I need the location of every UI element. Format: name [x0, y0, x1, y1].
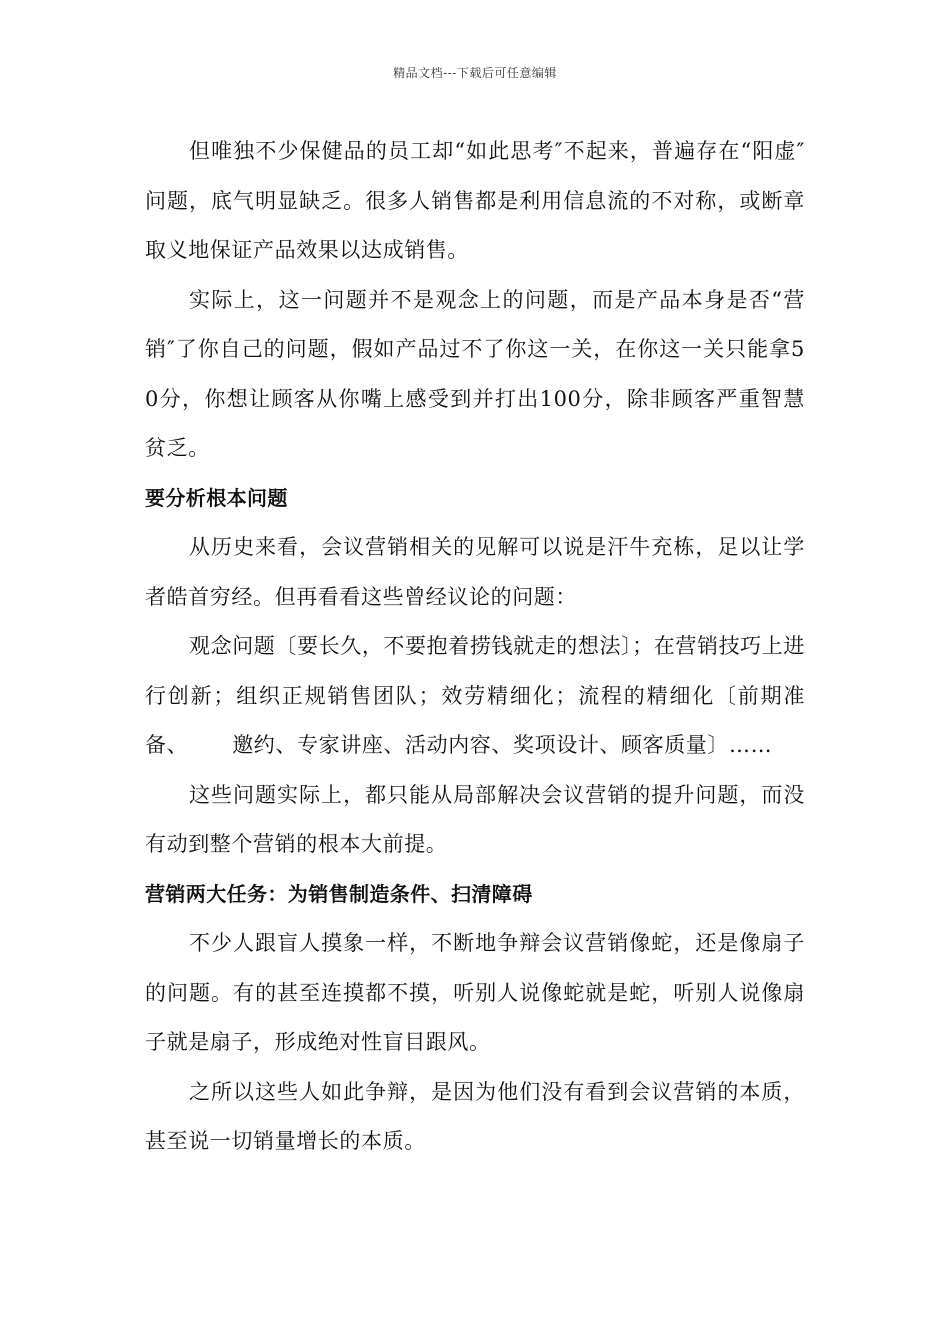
page-header: 精品文档---下载后可任意编辑 [393, 66, 557, 80]
paragraph-2: 实际上，这一问题并不是观念上的问题，而是产品本身是否“营销″了你自己的问题，假如产品过不了你这一关，在你这一关只能拿50分，你想让顾客从你嘴上感受到并打出100分，除非顾客严重智慧贫乏。 [145, 287, 805, 460]
paragraph-4-part-1: 观念问题〔要长久，不要抱着捞钱就走的想法〕；在营销技巧上进行创新；组织正规销售团队；效劳精细化；流程的精细化〔前期准备、 [145, 634, 805, 757]
paragraph-5: 这些问题实际上，都只能从局部解决会议营销的提升问题，而没有动到整个营销的根本大前提。 [145, 782, 805, 856]
paragraph-7: 之所以这些人如此争辩，是因为他们没有看到会议营销的本质，甚至说一切销量增长的本质。 [145, 1079, 805, 1153]
paragraph-6: 不少人跟盲人摸象一样，不断地争辩会议营销像蛇，还是像扇子的问题。有的甚至连摸都不摸，听别人说像蛇就是蛇，听别人说像扇子就是扇子，形成绝对性盲目跟风。 [145, 931, 805, 1054]
section-heading-1: 要分析根本问题 [145, 485, 288, 510]
paragraph-4-part-2: 邀约、专家讲座、活动内容、奖项设计、顾客质量〕…… [232, 733, 773, 757]
paragraph-3: 从历史来看，会议营销相关的见解可以说是汗牛充栋，足以让学者皓首穷经。但再看看这些曾经议论的问题： [145, 535, 805, 609]
paragraph-4 [145, 622, 805, 771]
paragraph-1: 但唯独不少保健品的员工却“如此思考″不起来，普遍存在“阳虚″问题，底气明显缺乏。很多人销售都是利用信息流的不对称，或断章取义地保证产品效果以达成销售。 [145, 139, 805, 262]
section-heading-2: 营销两大任务：为销售制造条件、扫清障碍 [145, 881, 533, 906]
document-body [145, 127, 805, 1167]
